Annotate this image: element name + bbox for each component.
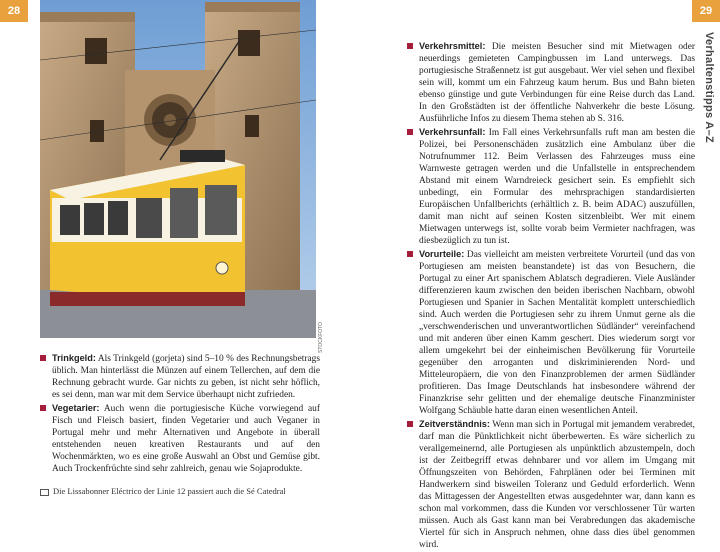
tip-verkehrsunfall <box>407 126 695 247</box>
tip-zeitverstaendnis <box>407 418 695 551</box>
tip-term: Vorurteile: <box>419 249 465 259</box>
section-title: Verhaltenstipps A–Z <box>703 32 715 144</box>
bullet-square-icon <box>40 405 46 411</box>
tip-term: Vegetarier: <box>52 403 100 413</box>
tips-list-left <box>40 352 320 476</box>
tip-text: Im Fall eines Verkehrsunfalls ruft man am besten die Polizei, bei Personenschäden zusätzlich eine Ambulanz über die Notrufnummer 112. Beim Verlassen des Fahrzeuges muss eine Warnweste getragen werden und die Unfallstelle in entsprechendem Abstand mit einem Warndreieck gesichert sein. Es empfiehlt sich unbedingt, ein Formular des mehrsprachigen standardisierten Europäischen Unfallberichts (erhältlich z. B. beim ADAC) auszufüllen, damit man nicht auf seinen Kosten sitzenbleibt. Wer mit einem Mietwagen unterwegs ist, sollte vorab beim Vermieter nachfragen, was diesbezüglich zu tun ist. <box>419 128 696 246</box>
photo-caption <box>40 486 286 496</box>
right-page <box>360 0 720 550</box>
tips-list-right <box>407 40 695 552</box>
tip-text: Auch wenn die portugiesische Küche vorwiegend auf Fisch und Fleisch basiert, finden Vegetarier und auch Veganer in Portugal mehr und mehr Alternativen und Angebote in überall entstehenden neuen kreativen Restaurants und auf den Wochenmärkten, wo es eine große Auswahl an Obst und Gemüse gibt. Auch Trockenfrüchte sind sehr zahlreich, genau wie Sojaprodukte. <box>52 404 320 474</box>
tip-vegetarier <box>40 402 320 475</box>
tip-text: Wenn man sich in Portugal mit jemandem verabredet, darf man die Pünktlichkeit nicht überbewerten. Es wäre sicherlich zu verallgemeinernd, alle Portugiesen als unpünktlich abzustempeln, doch ist der Zeitbegriff etwas dehnbarer und vor allem im Umgang mit Öffnungszeiten von Behörden, Fahrplänen oder bei Terminen mit Handwerkern sind bisweilen Toleranz und Geduld erforderlich. Wenn das Mittagessen der Angestellten etwas ausgedehnter war, dann kann es schon mal vorkommen, dass die Kunden vor verschlossener Tür warten müssen. Auch als Gast kann man bei Verabredungen das akademische Viertel für sich in Anspruch nehmen, ohne dass dies übel genommen wird. <box>419 420 695 550</box>
page-number-right: 29 <box>692 0 720 22</box>
caption-text: Die Lissabonner Eléctrico der Linie 12 passiert auch die Sé Catedral <box>53 486 286 496</box>
page-number-left: 28 <box>0 0 28 22</box>
tip-term: Verkehrsmittel: <box>419 41 486 51</box>
tip-trinkgeld <box>40 352 320 401</box>
tip-term: Zeitverständnis: <box>419 419 490 429</box>
tip-term: Trinkgeld: <box>52 353 96 363</box>
left-page <box>0 0 360 501</box>
bullet-square-icon <box>407 421 413 427</box>
tip-vorurteile <box>407 248 695 417</box>
bullet-square-icon <box>407 251 413 257</box>
camera-icon <box>40 489 49 496</box>
tip-verkehrsmittel <box>407 40 695 125</box>
tip-text: Die meisten Besucher sind mit Mietwagen oder neuerdings gemieteten Campingbussen im Land unterwegs. Das portugiesische Straßennetz ist gut ausgebaut. Wer viel sehen und flexibel sein will, kommt um ein Fahrzeug kaum herum. Bus und Bahn bieten ebenso günstige und gute Verbindungen für eine Reise durch das Land. In den Großstädten ist der öffentliche Nahverkehr die beste Lösung. Ausführliche Infos zu diesem Thema stehen ab S. 316. <box>419 42 695 124</box>
tip-text: Das vielleicht am meisten verbreitete Vorurteil (und das von Portugiesen am meisten beanstandete) ist das von Besuchern, die Portugal zu einer Art spanischem Ablatsch degradieren. Viele Ausländer differenzieren kaum zwischen den beiden iberischen Nachbarn, obwohl Portugiesen und Spanier in Sachen Mentalität komplett unterschiedlich sind. Auch werden die Portugiesen sehr zu ihrem Unmut gerne als die „verschwenderischen und unverantwortlichen Südländer“ vereinfachend und mit anderen über einen Kamm geschert. Dies wiederum sorgt vor allem umgekehrt bei der einheimischen Bevölkerung für Vorurteile gegenüber den arroganten und diskriminierenden Nord- und Mitteleuropäern, die von den Finanzproblemen der armen Südländer profitieren. Das Image Deutschlands hat insbesondere während der Finanzkrise sehr gelitten und der ehemalige deutsche Finanzminister Wolfgang Schäuble hatte daran einen wesentlichen Anteil. <box>419 250 695 416</box>
photo-credit: STOCKFOTO <box>318 322 324 353</box>
tram-cathedral-photo <box>40 0 316 338</box>
bullet-square-icon <box>40 355 46 361</box>
bullet-square-icon <box>407 129 413 135</box>
tip-text: Als Trinkgeld (gorjeta) sind 5–10 % des Rechnungsbetrags üblich. Man hinterlässt die Münzen auf einem Tellerchen, auf dem die Rechnung gebracht wurde. Gar nichts zu geben, ist nicht sehr höflich, es sei denn, man war mit dem Service überhaupt nicht zufrieden. <box>52 354 321 400</box>
tip-term: Verkehrsunfall: <box>419 127 486 137</box>
bullet-square-icon <box>407 43 413 49</box>
